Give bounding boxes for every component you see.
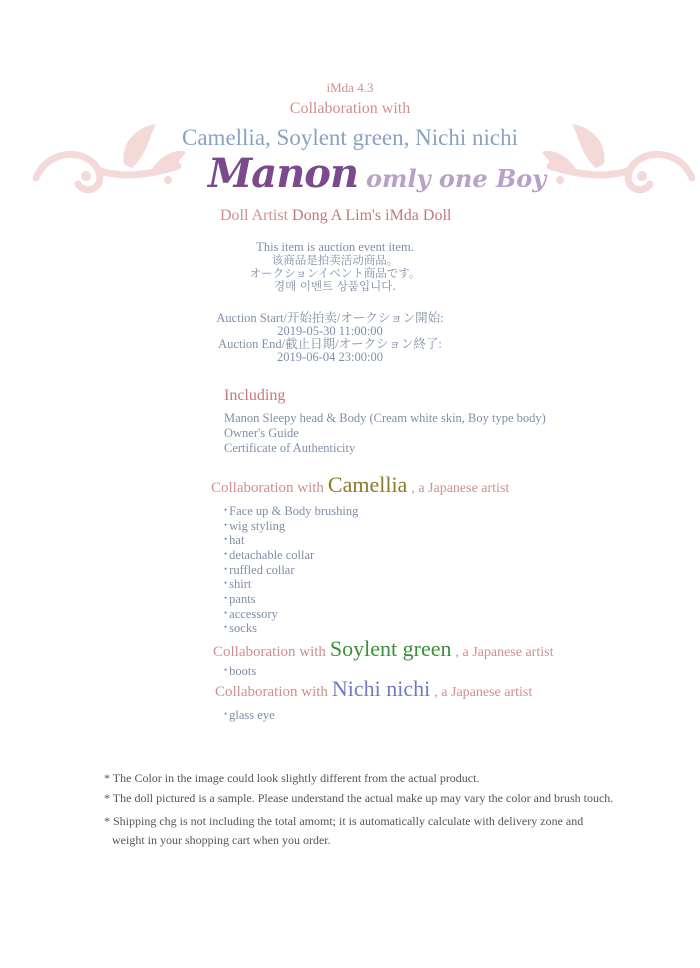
auction-notice (0, 241, 670, 293)
series-label: iMda 4.3 (326, 80, 374, 95)
list-item: • hat (224, 533, 244, 548)
collaborators-heading: Camellia, Soylent green, Nichi nichi (182, 125, 518, 150)
list-item: • socks (224, 621, 257, 636)
list-item: • pants (224, 592, 256, 607)
collab-prefix: Collaboration with (215, 684, 328, 700)
list-item: • ruffled collar (224, 563, 295, 578)
list-item: • detachable collar (224, 548, 314, 563)
list-item: Owner's Guide (224, 426, 299, 440)
note-shipping-line1: * Shipping chg is not including the total amomt; it is automatically calculate with delivery zone and (104, 814, 584, 828)
auction-start-value: 2019-05-30 11:00:00 (277, 324, 383, 338)
notice-ko: 경매 이벤트 상품입니다. (273, 279, 397, 293)
notice-en: This item is auction event item. (256, 240, 414, 254)
collab-artist-name: Soylent green (329, 636, 452, 661)
collab-prefix: Collaboration with (213, 644, 326, 660)
auction-end-value: 2019-06-04 23:00:00 (277, 350, 383, 364)
list-item: Certificate of Authenticity (224, 441, 356, 455)
including-heading: Including (224, 387, 286, 404)
collab-camellia-heading (211, 472, 509, 498)
collaboration-intro: Collaboration with (289, 100, 411, 117)
list-item: • Face up & Body brushing (224, 504, 358, 519)
notice-zh: 该商品是拍卖活动商品。 (271, 253, 399, 267)
product-title-sub: omly one Boy (366, 164, 547, 193)
auction-end-label: Auction End/截止日期/オークション終了: (218, 337, 442, 351)
collab-soylent-green-heading (213, 636, 553, 662)
list-item: • shirt (224, 577, 251, 592)
including-list (224, 411, 546, 456)
note-shipping-line2: weight in your shopping cart when you order. (112, 833, 331, 847)
collab-suffix: , a Japanese artist (434, 685, 533, 700)
collab-prefix: Collaboration with (211, 480, 324, 496)
auction-schedule (0, 312, 660, 364)
artist-name: Dong A Lim's iMda Doll (292, 207, 452, 224)
list-item: • accessory (224, 607, 278, 622)
doll-artist-line (220, 207, 451, 225)
collab-suffix: , a Japanese artist (411, 481, 510, 496)
list-item: Manon Sleepy head & Body (Cream white skin, Boy type body) (224, 411, 546, 425)
product-title-main: Manon (208, 150, 359, 197)
collab-artist-name: Nichi nichi (331, 676, 431, 701)
collab-suffix: , a Japanese artist (455, 645, 554, 660)
collab-nichi-nichi-heading (215, 676, 532, 702)
note-color: * The Color in the image could look slightly different from the actual product. (104, 771, 480, 785)
list-item: • wig styling (224, 519, 285, 534)
auction-start-label: Auction Start/开始拍卖/オークション開始: (216, 311, 444, 325)
note-sample: * The doll pictured is a sample. Please understand the actual make up may vary the color and brush touch. (104, 791, 614, 805)
list-item: • boots (224, 664, 256, 679)
artist-prefix: Doll Artist (220, 207, 289, 224)
list-item: • glass eye (224, 708, 275, 723)
product-title (208, 150, 546, 197)
notice-ja: オークションイベント商品です。 (249, 266, 421, 280)
collab-artist-name: Camellia (327, 472, 408, 497)
